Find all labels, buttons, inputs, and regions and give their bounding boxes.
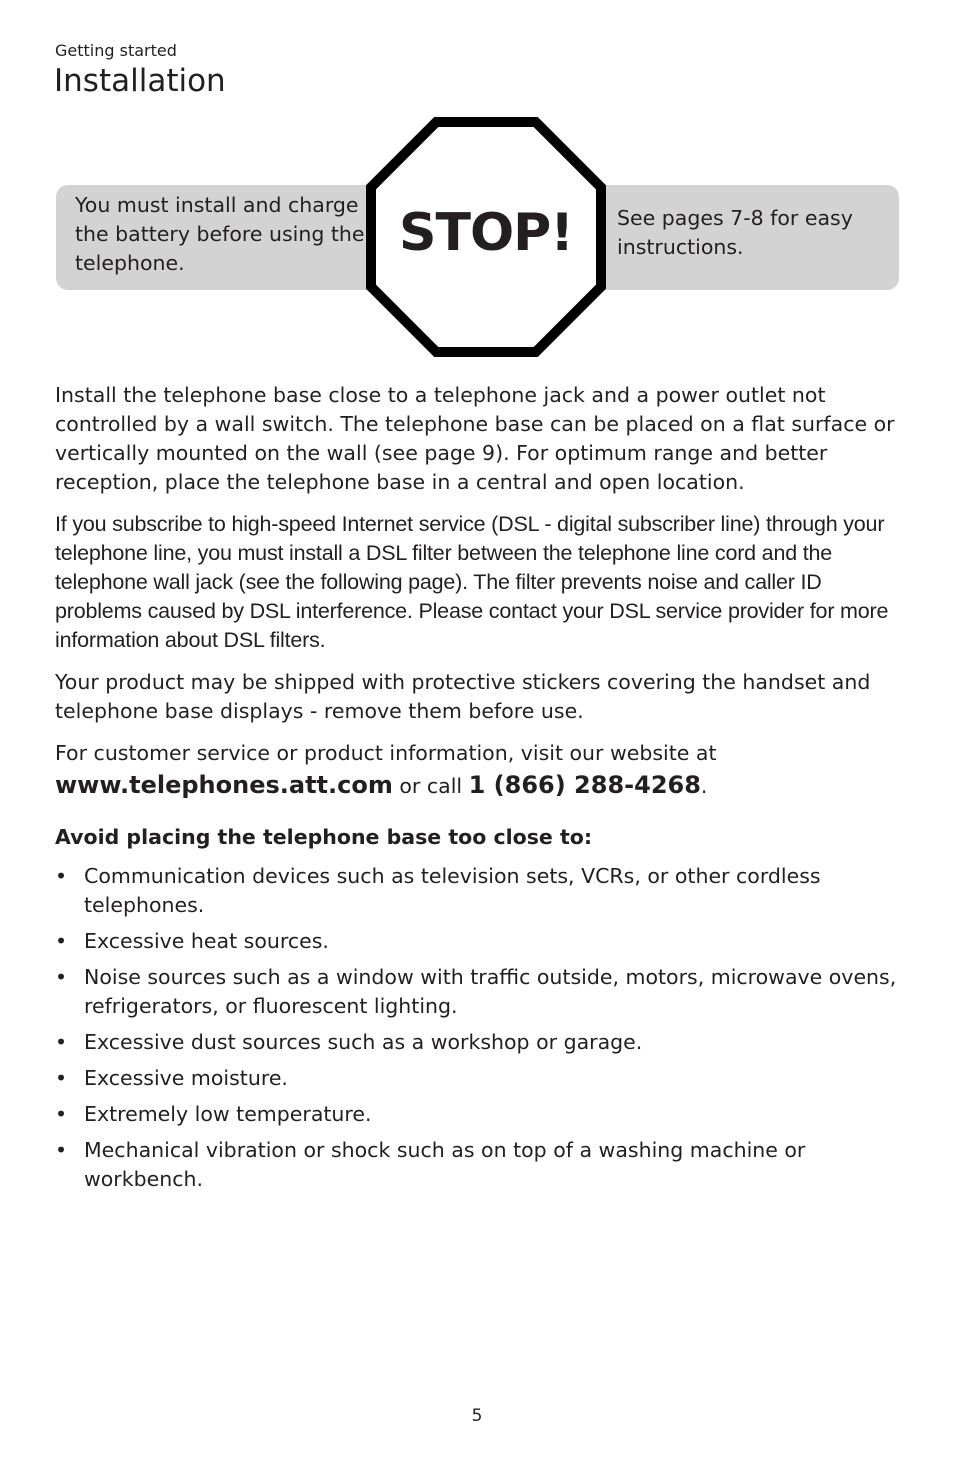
paragraph-stickers: Your product may be shipped with protective stickers covering the handset and telephone base displays - remove them before use.	[55, 670, 871, 723]
list-item	[55, 862, 900, 920]
list-item-text: Noise sources such as a window with traffic outside, motors, microwave ovens, refrigerators, or fluorescent lighting.	[84, 965, 897, 1018]
bullet-icon: •	[55, 1102, 68, 1126]
stop-sign	[366, 117, 606, 357]
page-number: 5	[471, 1406, 483, 1426]
banner-left-text: You must install and charge the battery before using the telephone.	[75, 193, 365, 275]
bullet-icon: •	[55, 864, 68, 888]
bullet-icon: •	[55, 965, 68, 989]
phone-number: 1 (866) 288-4268	[468, 771, 701, 799]
bullet-icon: •	[55, 1138, 68, 1162]
contact-block	[55, 739, 900, 803]
main-content	[55, 381, 900, 1201]
stop-sign-text: STOP!	[399, 203, 573, 263]
avoid-heading: Avoid placing the telephone base too close to:	[55, 825, 593, 849]
section-label: Getting started	[55, 41, 177, 60]
banner-right-text: See pages 7-8 for easy instructions.	[617, 206, 853, 259]
bullet-icon: •	[55, 1030, 68, 1054]
list-item-text: Mechanical vibration or shock such as on top of a washing machine or workbench.	[84, 1138, 806, 1191]
list-item-text: Excessive dust sources such as a workshop or garage.	[84, 1030, 643, 1054]
bullet-icon: •	[55, 929, 68, 953]
list-item	[55, 927, 900, 956]
list-item-text: Communication devices such as television sets, VCRs, or other cordless telephones.	[84, 864, 821, 917]
contact-end: .	[700, 774, 708, 798]
list-item	[55, 1136, 900, 1194]
list-item-text: Extremely low temperature.	[84, 1102, 372, 1126]
paragraph-dsl: If you subscribe to high-speed Internet service (DSL - digital subscriber line) through your telephone line, you must install a DSL filter between the telephone line cord and the telephone wall jack (see the following page). The filter prevents noise and caller ID problems caused by DSL interference. Please contact your DSL service provider for more information about DSL filters.	[55, 512, 889, 652]
bullet-icon: •	[55, 1066, 68, 1090]
list-item	[55, 963, 900, 1021]
list-item-text: Excessive heat sources.	[84, 929, 329, 953]
list-item	[55, 1064, 900, 1093]
paragraph-placement: Install the telephone base close to a telephone jack and a power outlet not controlled by a wall switch. The telephone base can be placed on a flat surface or vertically mounted on the wall (see page 9). For optimum range and better reception, place the telephone base in a central and open location.	[55, 383, 895, 494]
list-item-text: Excessive moisture.	[84, 1066, 288, 1090]
or-call-text: or call	[392, 774, 469, 798]
website-link[interactable]: www.telephones.att.com	[55, 771, 393, 799]
list-item	[55, 1100, 900, 1129]
contact-intro: For customer service or product information, visit our website at	[55, 741, 717, 765]
page-title: Installation	[54, 63, 226, 99]
avoid-list	[55, 862, 900, 1194]
contact-line	[55, 768, 900, 803]
list-item	[55, 1028, 900, 1057]
